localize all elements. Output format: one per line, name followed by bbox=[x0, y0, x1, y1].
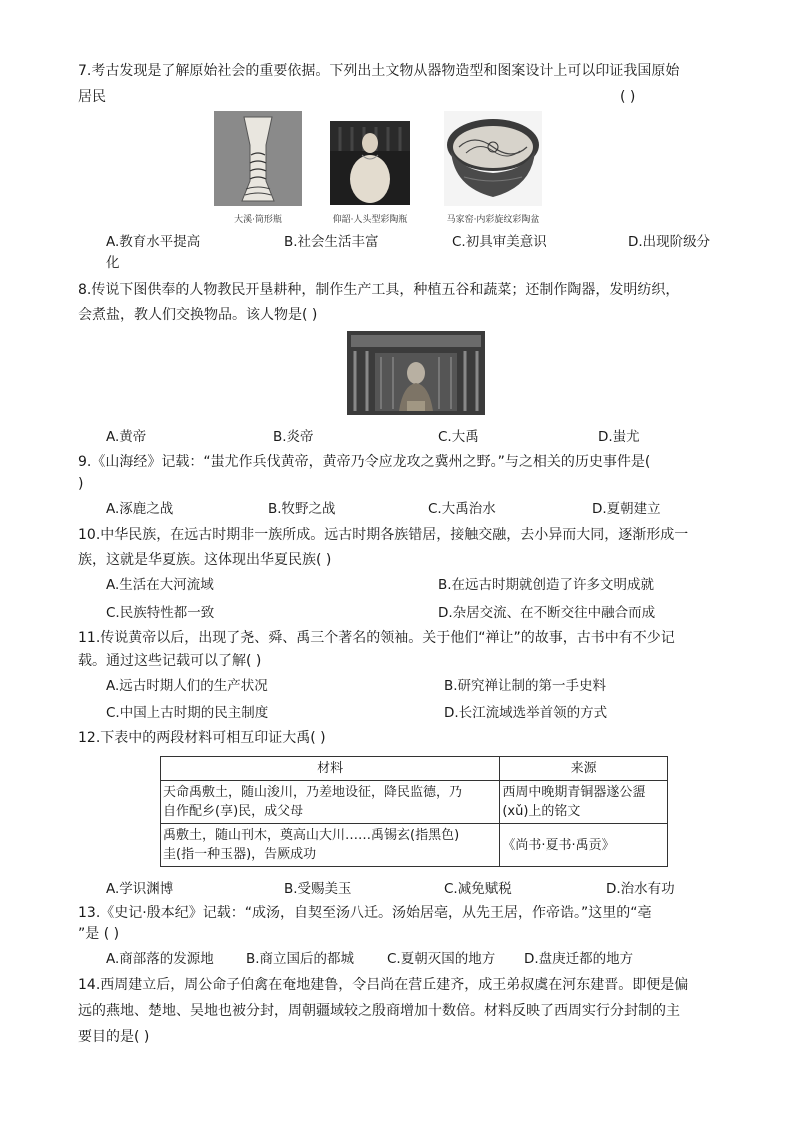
q7-stem-line1: 7.考古发现是了解原始社会的重要依据。下列出土文物从器物造型和图案设计上可以印证我国原始 bbox=[78, 63, 680, 79]
painted-basin-image bbox=[444, 111, 542, 206]
q7-answer-bracket: ( ) bbox=[620, 89, 636, 105]
q11-option-a[interactable]: A.远古时期人们的生产状况 bbox=[106, 678, 268, 694]
q11-stem-line1: 11.传说黄帝以后，出现了尧、舜、禹三个著名的领袖。关于他们“禅让”的故事，古书中有不少记 bbox=[78, 630, 675, 646]
q13-option-c[interactable]: C.夏朝灭国的地方 bbox=[387, 951, 496, 967]
q7-option-c[interactable]: C.初具审美意识 bbox=[452, 234, 547, 250]
q14-stem-line3: 要目的是( ) bbox=[78, 1029, 150, 1045]
q7-option-b[interactable]: B.社会生活丰富 bbox=[284, 234, 379, 250]
table-cell-source bbox=[500, 824, 668, 867]
q8-stem-line1: 8.传说下图供奉的人物教民开垦耕种，制作生产工具，种植五谷和蔬菜；还制作陶器，发明纺织， bbox=[78, 282, 680, 298]
source-table bbox=[160, 756, 668, 867]
table-cell-source bbox=[500, 781, 668, 824]
q9-option-a[interactable]: A.涿鹿之战 bbox=[106, 501, 174, 517]
table-cell-material bbox=[161, 781, 500, 824]
material-line: 自作配乡(享)民，成父母 bbox=[163, 804, 304, 819]
q10-option-a[interactable]: A.生活在大河流域 bbox=[106, 577, 214, 593]
q10-stem-line2: 族，这就是华夏族。这体现出华夏民族( ) bbox=[78, 552, 332, 568]
q13-option-d[interactable]: D.盘庚迁都的地方 bbox=[524, 951, 634, 967]
q9-option-c[interactable]: C.大禹治水 bbox=[428, 501, 496, 517]
q11-option-d[interactable]: D.长江流域选举首领的方式 bbox=[444, 705, 608, 721]
q12-stem: 12.下表中的两段材料可相互印证大禹( ) bbox=[78, 730, 326, 746]
q12-option-b[interactable]: B.受赐美玉 bbox=[284, 881, 352, 897]
q9-option-d[interactable]: D.夏朝建立 bbox=[592, 501, 661, 517]
q7-option-d-wrap: 化 bbox=[106, 255, 120, 271]
q11-option-c[interactable]: C.中国上古时期的民主制度 bbox=[106, 705, 269, 721]
q8-option-b[interactable]: B.炎帝 bbox=[273, 429, 314, 445]
cylinder-vase-image bbox=[214, 111, 302, 206]
q13-stem-line2: ”是 ( ) bbox=[78, 926, 120, 942]
q12-option-a[interactable]: A.学识渊博 bbox=[106, 881, 174, 897]
q10-option-b[interactable]: B.在远古时期就创造了许多文明成就 bbox=[438, 577, 655, 593]
material-line: 天命禹敷土，随山浚川，乃差地设征，降民监德，乃 bbox=[163, 785, 463, 800]
q12-option-c[interactable]: C.减免赋税 bbox=[444, 881, 512, 897]
material-line: 圭(指一种玉器)，告厥成功 bbox=[163, 847, 317, 862]
human-head-pottery-image bbox=[330, 121, 410, 205]
q7-option-d[interactable]: D.出现阶级分 bbox=[628, 234, 711, 250]
source-line: 西周中晚期青铜器遂公盨 bbox=[502, 785, 646, 800]
source-line: 《尚书·夏书·禹贡》 bbox=[502, 837, 615, 853]
q10-option-c[interactable]: C.民族特性都一致 bbox=[106, 605, 215, 621]
q8-option-d[interactable]: D.蚩尤 bbox=[598, 429, 640, 445]
q7-stem-line2: 居民 bbox=[78, 89, 106, 105]
table-header-source: 来源 bbox=[500, 757, 668, 781]
table-header-row bbox=[161, 757, 668, 781]
q7-option-a[interactable]: A.教育水平提高 bbox=[106, 234, 201, 250]
q11-stem-line2: 载。通过这些记载可以了解( ) bbox=[78, 653, 262, 669]
q9-stem-line1: 9.《山海经》记载：“蚩尤作兵伐黄帝，黄帝乃令应龙攻之冀州之野。”与之相关的历史事件是( bbox=[78, 454, 651, 470]
q12-option-d[interactable]: D.治水有功 bbox=[606, 881, 675, 897]
q9-option-b[interactable]: B.牧野之战 bbox=[268, 501, 336, 517]
q11-option-b[interactable]: B.研究禅让制的第一手史料 bbox=[444, 678, 607, 694]
caption-1: 大溪·筒形瓶 bbox=[234, 215, 282, 225]
q13-stem-line1: 13.《史记·殷本纪》记载：“成汤，自契至汤八迁。汤始居亳，从先王居，作帝诰。”这里的“亳 bbox=[78, 905, 652, 921]
table-row bbox=[161, 824, 668, 867]
table-cell-material bbox=[161, 824, 500, 867]
caption-3: 马家窑·内彩旋纹彩陶盆 bbox=[446, 215, 540, 225]
q10-stem-line1: 10.中华民族，在远古时期非一族所成。远古时期各族错居，接触交融，去小异而大同，逐渐形成一 bbox=[78, 527, 689, 543]
q13-option-a[interactable]: A.商部落的发源地 bbox=[106, 951, 214, 967]
caption-2: 仰韶·人头型彩陶瓶 bbox=[332, 215, 408, 225]
q14-stem-line2: 远的燕地、楚地、吴地也被分封，周朝疆域较之殷商增加十数倍。材料反映了西周实行分封制的主 bbox=[78, 1003, 680, 1019]
material-line: 禹敷土，随山刊木，奠高山大川……禹锡玄(指黑色) bbox=[163, 828, 460, 843]
q10-option-d[interactable]: D.杂居交流、在不断交往中融合而成 bbox=[438, 605, 656, 621]
table-header-material: 材料 bbox=[161, 757, 500, 781]
q13-option-b[interactable]: B.商立国后的都城 bbox=[246, 951, 355, 967]
q14-stem-line1: 14.西周建立后，周公命子伯禽在奄地建鲁，令吕尚在营丘建齐，成王弟叔虞在河东建晋。即便是偏 bbox=[78, 977, 689, 993]
q8-option-c[interactable]: C.大禹 bbox=[438, 429, 479, 445]
q8-option-a[interactable]: A.黄帝 bbox=[106, 429, 147, 445]
q8-stem-line2: 会煮盐，教人们交换物品。该人物是( ) bbox=[78, 307, 318, 323]
q9-stem-line2: ) bbox=[78, 476, 84, 492]
table-row bbox=[161, 781, 668, 824]
source-line: (xǔ)上的铭文 bbox=[502, 804, 581, 819]
shrine-statue-image bbox=[347, 331, 485, 415]
